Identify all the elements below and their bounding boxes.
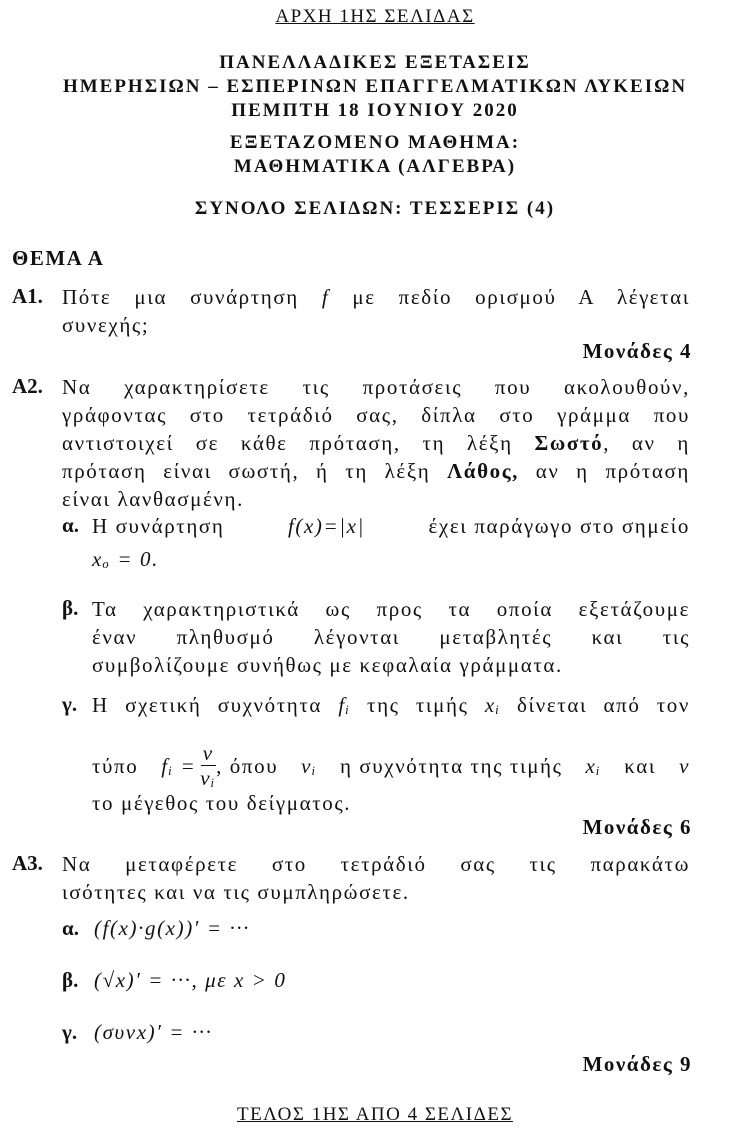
question-a3-label: Α3. xyxy=(12,851,43,875)
a3-gamma-label: γ. xyxy=(62,1020,78,1044)
formula-x0: xₒ = 0. xyxy=(92,547,159,571)
question-a1-line2: συνεχής; xyxy=(62,313,150,337)
question-a2-line5: είναι λανθασμένη. xyxy=(62,487,244,511)
a2-gamma-line3: το μέγεθος του δείγματος. xyxy=(92,791,352,815)
question-a3-line2: ισότητες και να τις συμπληρώσετε. xyxy=(62,880,410,904)
a2-gamma-line1: Η σχετική συχνότητα fᵢ της τιμής xᵢ δίνεται από τον xyxy=(92,693,690,717)
fraction-lhs: fᵢ = xyxy=(161,753,197,778)
question-a2-line4: πρόταση είναι σωστή, ή τη λέξη Λάθος, αν η πρόταση xyxy=(62,459,690,483)
a2-beta-line2: έναν πληθυσμό λέγονται μεταβλητές και τις xyxy=(92,625,690,649)
word-wrong: Λάθος, xyxy=(447,459,520,483)
question-a2-marks: Μονάδες 6 xyxy=(582,815,692,839)
a2-gamma-line2: τύπο fᵢ = $\frac{\nu}{\text{νᵢ}}$ , όπου νᵢ η συχνότητα της τιμής xᵢ και ν xyxy=(92,741,690,790)
exam-title-line2: ΗΜΕΡΗΣΙΩΝ – ΕΣΠΕΡΙΝΩΝ ΕΠΑΓΓΕΛΜΑΤΙΚΩΝ ΛΥΚΕΙΩΝ xyxy=(62,76,688,97)
a2-beta-label: β. xyxy=(62,596,79,620)
a2-alpha-label: α. xyxy=(62,513,79,537)
question-a2-line2: γράφοντας στο τετράδιό σας, δίπλα στο γράμμα που xyxy=(62,403,690,427)
a3-alpha-label: α. xyxy=(62,916,79,940)
subject-name: ΜΑΘΗΜΑΤΙΚΑ (ΑΛΓΕΒΡΑ) xyxy=(233,156,517,177)
fraction: $\frac{\nu}{\text{νᵢ}}$ xyxy=(200,741,217,790)
section-title: ΘΕΜΑ Α xyxy=(12,246,105,270)
a2-beta-line3: συμβολίζουμε συνήθως με κεφαλαία γράμματα. xyxy=(92,653,563,677)
exam-date: ΠΕΜΠΤΗ 18 ΙΟΥΝΙΟΥ 2020 xyxy=(231,100,519,121)
a2-beta-line1: Τα χαρακτηριστικά ως προς τα οποία εξετάζουμε xyxy=(92,597,690,621)
a3-beta-formula: (√x)′ = ···, με x > 0 xyxy=(94,968,287,992)
question-a3-marks: Μονάδες 9 xyxy=(582,1052,692,1076)
question-a1-label: Α1. xyxy=(12,284,43,308)
a2-alpha-line1: Η συνάρτηση f(x)=|x| έχει παράγωγο στο σημείο xyxy=(92,514,690,538)
a3-gamma-formula: (συνx)′ = ··· xyxy=(94,1020,213,1044)
question-a2-line1: Να χαρακτηρίσετε τις προτάσεις που ακολουθούν, xyxy=(62,375,690,399)
page-end-marker: ΤΕΛΟΣ 1ΗΣ ΑΠΟ 4 ΣΕΛΙΔΕΣ xyxy=(236,1104,514,1125)
exam-title-line1: ΠΑΝΕΛΛΑΔΙΚΕΣ ΕΞΕΤΑΣΕΙΣ xyxy=(219,52,531,73)
formula-abs-x: f(x)=|x| xyxy=(287,514,365,538)
question-a3-line1: Να μεταφέρετε στο τετράδιό σας τις παρακάτω xyxy=(62,852,690,876)
var-f: f xyxy=(321,285,330,309)
a3-alpha-formula: (f(x)·g(x))′ = ··· xyxy=(94,916,250,940)
page-start-marker: ΑΡΧΗ 1ΗΣ ΣΕΛΙΔΑΣ xyxy=(275,6,475,27)
question-a2-label: Α2. xyxy=(12,374,43,398)
word-correct: Σωστό xyxy=(534,431,604,455)
a2-gamma-label: γ. xyxy=(62,692,78,716)
question-a1-marks: Μονάδες 4 xyxy=(582,339,692,363)
subject-label: ΕΞΕΤΑΖΟΜΕΝΟ ΜΑΘΗΜΑ: xyxy=(229,132,521,153)
total-pages: ΣΥΝΟΛΟ ΣΕΛΙΔΩΝ: ΤΕΣΣΕΡΙΣ (4) xyxy=(194,198,556,219)
question-a1-line1: Πότε μια συνάρτηση f με πεδίο ορισμού Α λέγεται xyxy=(62,285,690,309)
a3-beta-label: β. xyxy=(62,968,79,992)
question-a2-line3: αντιστοιχεί σε κάθε πρόταση, τη λέξη Σωστό, αν η xyxy=(62,431,690,455)
